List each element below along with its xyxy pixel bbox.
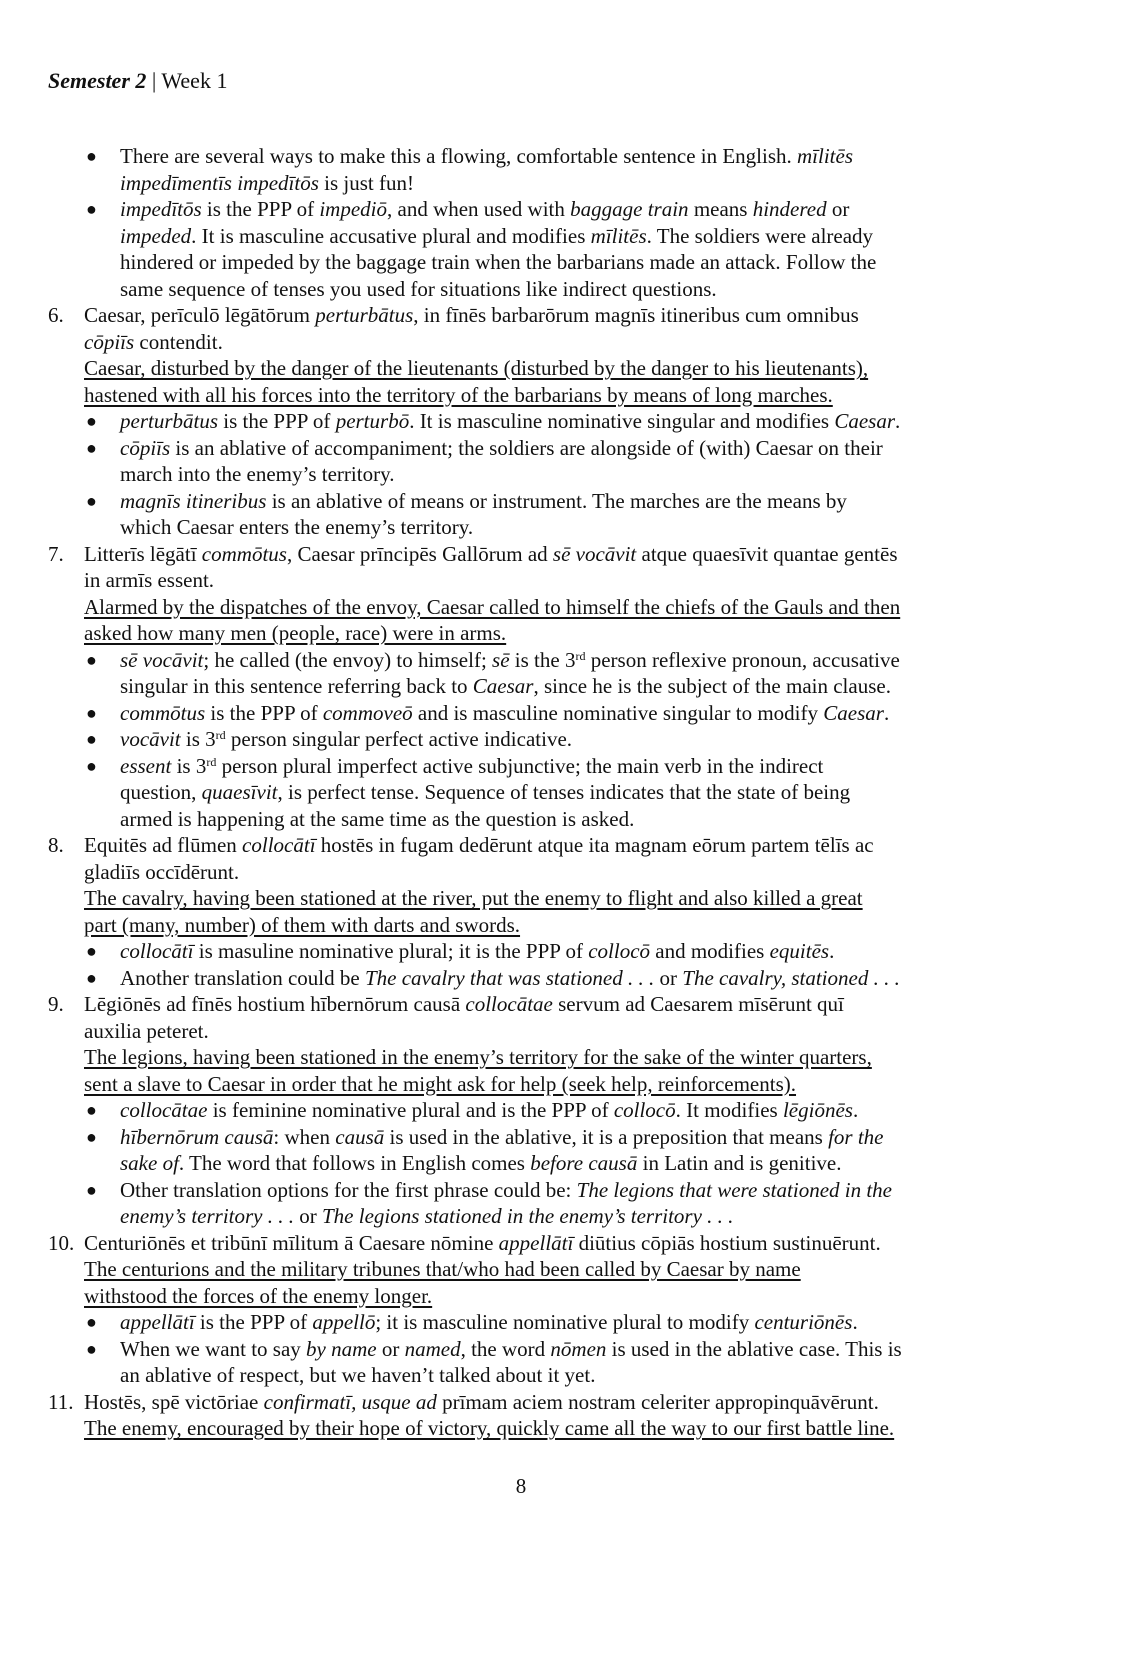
line-text — [120, 754, 823, 778]
latin-italic-run: collocātae — [465, 992, 553, 1016]
bullet-icon: ● — [86, 199, 97, 219]
text-run: . It is masculine accusative plural and modifies — [191, 223, 591, 248]
text-run: is an ablative of means or instrument. The marches are the means by — [266, 488, 847, 513]
line-text — [120, 1125, 884, 1149]
item-number: 10. — [48, 1230, 75, 1255]
bullet-item — [0, 1124, 1140, 1151]
text-run: is the PPP of — [194, 1310, 313, 1334]
latin-italic-run: impeded — [120, 223, 192, 248]
text-run: . — [883, 700, 890, 725]
text-run: , since he is the subject of the main clause. — [533, 674, 891, 698]
line-text — [84, 1284, 432, 1308]
bullet-icon: ● — [86, 1100, 97, 1120]
latin-italic-run: The cavalry that was stationed . . . — [364, 965, 655, 990]
semester-label: Semester 2 — [48, 68, 147, 93]
text-run: sent a slave to Caesar in order that he might ask for help (seek help, reinforcements). — [84, 1071, 797, 1096]
text-run: Litterīs lēgātī — [84, 541, 202, 566]
line-text — [84, 303, 859, 327]
bullet-item — [0, 647, 1140, 674]
line-text — [120, 436, 883, 460]
latin-italic-run: perturbātus — [120, 409, 219, 433]
page-number: 8 — [515, 1474, 527, 1498]
text-run: The enemy, encouraged by their hope of victory, quickly came all the way to our first battle line. — [84, 1416, 895, 1440]
text-line — [0, 1362, 1140, 1389]
latin-italic-run: The legions stationed in the enemy’s territory . . . — [322, 1204, 734, 1228]
line-text — [120, 648, 900, 672]
numbered-item — [0, 302, 1140, 329]
text-line — [0, 514, 1140, 541]
latin-italic-run: commōtus — [201, 541, 287, 566]
line-text — [120, 807, 634, 831]
item-number: 9. — [48, 992, 64, 1016]
latin-italic-run: enemy’s territory . . . — [120, 1204, 294, 1228]
line-text — [120, 1310, 858, 1334]
latin-italic-run: Caesar — [834, 409, 896, 433]
text-run: means — [688, 197, 753, 221]
bullet-icon: ● — [86, 755, 97, 776]
bullet-item — [0, 435, 1140, 462]
latin-italic-run: appellātī — [120, 1310, 195, 1334]
bullet-item — [0, 965, 1140, 992]
text-run: When we want to say — [120, 1336, 307, 1361]
text-line — [0, 1203, 1140, 1230]
latin-italic-run: perturbō — [335, 409, 410, 433]
text-run: ; he called (the envoy) to himself; — [203, 647, 493, 672]
superscript: rd — [206, 754, 217, 769]
text-line — [0, 249, 1140, 276]
week-label: Week 1 — [161, 68, 228, 93]
latin-italic-run: baggage train — [570, 197, 689, 221]
text-run: or — [826, 197, 850, 221]
latin-italic-run: nōmen — [550, 1336, 607, 1361]
text-run: an ablative of respect, but we haven’t talked about it yet. — [120, 1363, 596, 1387]
text-run: contendit. — [134, 329, 223, 354]
bullet-item — [0, 700, 1140, 727]
text-run: is 3 — [171, 753, 207, 778]
text-line — [0, 567, 1140, 594]
line-text — [120, 462, 394, 486]
text-line — [0, 779, 1140, 806]
text-run: Equitēs ad flūmen — [84, 833, 243, 857]
text-run: is masuline nominative plural; it is the PPP of — [193, 939, 589, 963]
latin-italic-run: impedīmentīs impedītōs — [120, 170, 319, 195]
translation-line — [0, 594, 1140, 621]
bullet-item — [0, 726, 1140, 753]
text-run: , in fīnēs barbarōrum magnīs itineribus cum omnibus — [413, 303, 859, 327]
line-text — [120, 1363, 595, 1387]
latin-italic-run: causā — [335, 1124, 385, 1149]
text-run: . — [895, 409, 901, 433]
item-number: 7. — [48, 541, 64, 566]
text-run: is the 3 — [509, 647, 576, 672]
latin-italic-run: collocō — [588, 939, 651, 963]
superscript: rd — [575, 648, 586, 663]
bullet-icon: ● — [86, 1338, 97, 1359]
document-body — [0, 143, 1140, 1442]
numbered-item — [0, 1230, 1140, 1257]
text-run: is the PPP of — [205, 700, 323, 725]
latin-italic-run: impediō — [319, 197, 387, 221]
page-header — [48, 68, 227, 94]
item-number: 6. — [48, 303, 64, 327]
latin-italic-run: collocātae — [120, 1098, 208, 1122]
text-line — [0, 276, 1140, 303]
line-text — [84, 1072, 796, 1096]
latin-italic-run: lēgiōnēs — [782, 1098, 853, 1122]
text-run: . — [829, 939, 835, 963]
text-run: and modifies — [650, 939, 770, 963]
line-text — [120, 780, 850, 804]
latin-italic-run: perturbātus — [315, 303, 414, 327]
text-run: singular in this sentence referring back to — [120, 674, 473, 698]
bullet-icon: ● — [86, 1312, 97, 1332]
text-run: prīmam aciem nostram celeriter appropinquāvērunt. — [436, 1389, 879, 1414]
line-text — [120, 515, 473, 539]
text-run: . — [852, 1098, 859, 1122]
text-run: , Caesar prīncipēs Gallōrum ad — [286, 541, 553, 566]
latin-italic-run: sē vocāvit — [552, 541, 637, 566]
latin-italic-run: Caesar — [472, 674, 534, 698]
line-text — [120, 171, 414, 195]
bullet-icon: ● — [86, 146, 97, 166]
latin-italic-run: The cavalry, stationed . . . — [682, 965, 900, 990]
latin-italic-run: for the — [828, 1124, 884, 1149]
text-run: . — [852, 1310, 858, 1334]
latin-italic-run: sē — [492, 647, 510, 672]
translation-line — [0, 1283, 1140, 1310]
line-text — [84, 886, 863, 910]
line-text — [120, 1337, 902, 1361]
text-run: , and when used with — [387, 197, 571, 221]
text-run: person reflexive pronoun, accusative — [585, 647, 900, 672]
text-run: : when — [273, 1124, 336, 1149]
latin-italic-run: quaesīvit — [201, 780, 278, 804]
latin-italic-run: centuriōnēs — [754, 1310, 853, 1334]
line-text — [120, 701, 889, 725]
bullet-item — [0, 408, 1140, 435]
latin-italic-run: magnīs itineribus — [120, 488, 267, 513]
line-text — [120, 966, 900, 990]
text-run: , is perfect tense. Sequence of tenses indicates that the state of being — [277, 780, 851, 804]
line-text — [120, 197, 849, 221]
line-text — [120, 224, 873, 248]
text-run: Centuriōnēs et tribūnī mīlitum ā Caesare nōmine — [84, 1230, 499, 1255]
latin-italic-run: appellō — [312, 1310, 376, 1334]
text-run: Caesar, disturbed by the danger of the lieutenants (disturbed by the danger to his lieutenants), — [84, 356, 869, 380]
line-text — [84, 1416, 894, 1440]
bullet-item — [0, 1177, 1140, 1204]
text-run: Caesar, perīculō lēgātōrum — [84, 303, 316, 327]
bullet-item — [0, 1309, 1140, 1336]
line-text — [84, 860, 239, 884]
text-run: person plural imperfect active subjunctive; the main verb in the indirect — [216, 753, 824, 778]
text-run: Lēgiōnēs ad fīnēs hostium hībernōrum causā — [84, 992, 466, 1016]
bullet-icon: ● — [86, 1179, 97, 1200]
line-text — [84, 992, 844, 1016]
bullet-item — [0, 753, 1140, 780]
bullet-item — [0, 1097, 1140, 1124]
text-run: asked how many men (people, race) were in arms. — [84, 621, 507, 645]
text-run: is the PPP of — [218, 409, 336, 433]
text-run: which Caesar enters the enemy’s territory. — [120, 515, 474, 539]
bullet-item — [0, 488, 1140, 515]
text-run: Alarmed by the dispatches of the envoy, Caesar called to himself the chiefs of the Gauls and then — [84, 594, 901, 619]
line-text — [84, 595, 900, 619]
text-run: withstood the forces of the enemy longer. — [84, 1283, 433, 1308]
line-text — [84, 833, 874, 857]
text-run: . The soldiers were already — [646, 223, 874, 248]
text-run: Other translation options for the first phrase could be: — [120, 1177, 577, 1202]
bullet-icon: ● — [86, 649, 97, 670]
text-run: and is masculine nominative singular to modify — [412, 700, 824, 725]
latin-italic-run: collocō — [613, 1098, 676, 1122]
line-text — [84, 356, 868, 380]
latin-italic-run: mīlitēs — [590, 223, 647, 248]
latin-italic-run: commōtus — [120, 700, 206, 725]
translation-line — [0, 355, 1140, 382]
text-run: or — [654, 965, 683, 990]
bullet-item — [0, 143, 1140, 170]
latin-italic-run: named — [404, 1336, 461, 1361]
line-text — [120, 489, 847, 513]
header-separator: | — [146, 68, 162, 93]
translation-line — [0, 1415, 1140, 1442]
numbered-item — [0, 1389, 1140, 1416]
text-run: , the word — [460, 1336, 551, 1361]
bullet-item — [0, 196, 1140, 223]
text-run: The legions, having been stationed in the enemy’s territory for the sake of the winter quarters, — [84, 1045, 872, 1069]
line-text — [120, 939, 834, 963]
latin-italic-run: sake of — [120, 1151, 179, 1175]
line-text — [120, 674, 891, 698]
line-text — [84, 542, 898, 566]
text-line — [0, 461, 1140, 488]
latin-italic-run: by name — [306, 1336, 377, 1361]
item-number: 11. — [48, 1389, 74, 1414]
text-run: The cavalry, having been stationed at the river, put the enemy to flight and also killed a great — [84, 886, 863, 910]
bullet-icon: ● — [86, 941, 97, 961]
latin-italic-run: equitēs — [769, 939, 830, 963]
text-run: is used in the ablative, it is a preposition that means — [384, 1124, 829, 1149]
latin-italic-run: confirmatī, usque ad — [263, 1389, 437, 1414]
line-text — [120, 277, 717, 301]
text-line — [0, 806, 1140, 833]
text-run: march into the enemy’s territory. — [120, 462, 395, 486]
text-run: ; it is masculine nominative plural to modify — [375, 1310, 755, 1334]
text-run: armed is happening at the same time as the question is asked. — [120, 806, 635, 831]
latin-italic-run: vocāvit — [120, 727, 181, 751]
bullet-icon: ● — [86, 437, 97, 458]
latin-italic-run: cōpiīs — [84, 329, 135, 354]
text-run: . The word that follows in English comes — [178, 1151, 531, 1175]
text-run: hindered or impeded by the baggage train when the barbarians made an attack. Follow the — [120, 250, 877, 274]
translation-line — [0, 1044, 1140, 1071]
text-run: auxilia peteret. — [84, 1018, 209, 1043]
text-line — [0, 223, 1140, 250]
translation-line — [0, 1256, 1140, 1283]
text-run: . It modifies — [675, 1098, 783, 1122]
text-run: in Latin and is genitive. — [637, 1151, 842, 1175]
line-text — [84, 1019, 209, 1043]
text-run: diūtius cōpiās hostium sustinuērunt. — [573, 1230, 881, 1255]
numbered-item — [0, 991, 1140, 1018]
latin-italic-run: Caesar — [823, 700, 884, 725]
numbered-item — [0, 541, 1140, 568]
translation-line — [0, 885, 1140, 912]
line-text — [84, 621, 506, 645]
latin-italic-run: essent — [120, 753, 172, 778]
latin-italic-run: commoveō — [322, 700, 413, 725]
item-number: 8. — [48, 833, 64, 857]
text-run: atque quaesīvit quantae gentēs — [636, 541, 898, 566]
line-text — [120, 144, 853, 168]
text-run: servum ad Caesarem mīsērunt quī — [552, 992, 844, 1016]
line-text — [120, 1098, 858, 1122]
superscript: rd — [215, 728, 226, 742]
translation-line — [0, 382, 1140, 409]
latin-italic-run: sē vocāvit — [120, 647, 204, 672]
latin-italic-run: hindered — [752, 197, 827, 221]
line-text — [84, 1045, 872, 1069]
latin-italic-run: mīlitēs — [797, 144, 854, 168]
translation-line — [0, 912, 1140, 939]
text-run: part (many, number) of them with darts and swords. — [84, 912, 521, 937]
text-run: Another translation could be — [120, 965, 365, 990]
text-run: question, — [120, 780, 202, 804]
text-run: Hostēs, spē victōriae — [84, 1389, 264, 1414]
translation-line — [0, 620, 1140, 647]
bullet-icon: ● — [86, 490, 97, 511]
text-run: is just fun! — [318, 170, 414, 195]
translation-line — [0, 1071, 1140, 1098]
latin-italic-run: collocātī — [242, 833, 316, 857]
line-text — [84, 1231, 881, 1255]
bullet-icon: ● — [86, 411, 97, 431]
line-text — [84, 330, 223, 354]
text-run: in armīs essent. — [84, 568, 215, 592]
line-text — [84, 383, 833, 407]
latin-italic-run: appellātī — [498, 1230, 574, 1255]
line-text — [84, 1390, 879, 1414]
text-line — [0, 673, 1140, 700]
line-text — [120, 409, 900, 433]
text-run: same sequence of tenses you used for situations like indirect questions. — [120, 276, 717, 301]
latin-italic-run: The legions that were stationed in the — [576, 1177, 892, 1202]
line-text — [84, 1257, 801, 1281]
text-line — [0, 1150, 1140, 1177]
text-run: . It is masculine nominative singular and modifies — [409, 409, 835, 433]
line-text — [120, 1151, 841, 1175]
line-text — [84, 913, 520, 937]
bullet-item — [0, 938, 1140, 965]
text-run: hostēs in fugam dedērunt atque ita magnam eōrum partem tēlīs ac — [315, 833, 874, 857]
text-run: is the PPP of — [201, 197, 320, 221]
numbered-item — [0, 832, 1140, 859]
latin-italic-run: collocātī — [120, 939, 194, 963]
text-run: or — [294, 1204, 322, 1228]
latin-italic-run: before causā — [530, 1151, 638, 1175]
text-run: is 3 — [180, 727, 216, 751]
latin-italic-run: hībernōrum causā — [120, 1124, 274, 1149]
text-run: person singular perfect active indicative. — [225, 727, 573, 751]
text-line — [0, 1018, 1140, 1045]
bullet-item — [0, 1336, 1140, 1363]
text-line — [0, 329, 1140, 356]
text-run: is used in the ablative case. This is — [606, 1336, 902, 1361]
latin-italic-run: impedītōs — [120, 197, 202, 221]
text-line — [0, 859, 1140, 886]
bullet-icon: ● — [86, 702, 97, 723]
text-run: or — [376, 1336, 405, 1361]
line-text — [120, 1178, 892, 1202]
bullet-icon: ● — [86, 967, 97, 988]
text-run: There are several ways to make this a flowing, comfortable sentence in English. — [120, 144, 798, 168]
text-line — [0, 170, 1140, 197]
bullet-icon: ● — [86, 729, 97, 749]
text-run: gladiīs occīdērunt. — [84, 859, 240, 884]
line-text — [120, 727, 572, 751]
line-text — [120, 1204, 733, 1228]
text-run: The centurions and the military tribunes that/who had been called by Caesar by name — [84, 1257, 801, 1281]
latin-italic-run: cōpiīs — [120, 435, 171, 460]
line-text — [120, 250, 876, 274]
text-run: hastened with all his forces into the territory of the barbarians by means of long marches. — [84, 382, 833, 407]
text-run: is an ablative of accompaniment; the soldiers are alongside of (with) Caesar on their — [170, 435, 883, 460]
bullet-icon: ● — [86, 1126, 97, 1147]
line-text — [84, 568, 214, 592]
text-run: is feminine nominative plural and is the PPP of — [207, 1098, 614, 1122]
